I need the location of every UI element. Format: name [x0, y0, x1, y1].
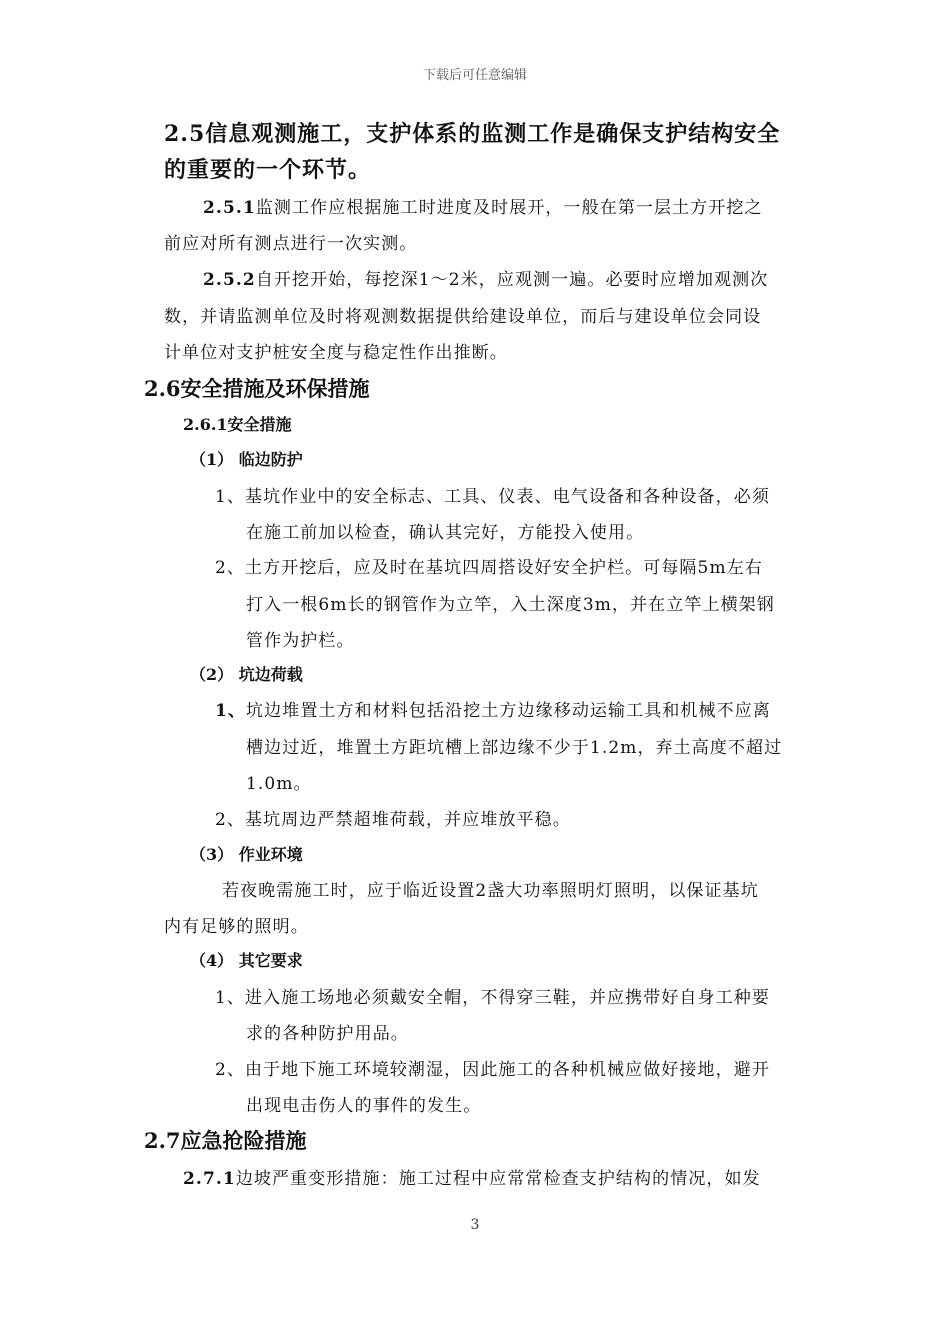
section-2-5-title-line2: 的重要的一个环节。	[164, 157, 372, 183]
item-number: 2、	[215, 1060, 246, 1080]
group-4-item-1-line1	[215, 983, 770, 1008]
group-3-line1: 若夜晚需施工时，应于临近设置2盏大功率照明灯照明，以保证基坑	[222, 881, 759, 901]
item-text: 由于地下施工环境较潮湿，因此施工的各种机械应做好接地，避开	[245, 1060, 770, 1080]
group-2-item-1-line1	[215, 696, 771, 721]
item-number: 1、	[215, 988, 246, 1008]
para-2-5-2-line2: 数，并请监测单位及时将观测数据提供给建设单位，而后与建设单位会同设	[164, 307, 762, 327]
group-1-item-2-line1	[215, 553, 763, 578]
subsection-2-6-1-title: 2.6.1安全措施	[183, 415, 292, 434]
section-2-5-title-line1: 2.5信息观测施工，支护体系的监测工作是确保支护结构安全	[164, 121, 781, 147]
page-header: 下载后可任意编辑	[422, 68, 527, 83]
para-2-5-1-number: 2.5.1	[203, 198, 256, 218]
para-2-5-2-line3: 计单位对支护桩安全度与稳定性作出推断。	[164, 343, 508, 363]
para-2-5-2-line1	[203, 265, 768, 290]
group-1-item-1-line1	[215, 482, 770, 507]
group-4-item-1-line2: 求的各种防护用品。	[246, 1024, 409, 1044]
section-2-7-title: 2.7应急抢险措施	[144, 1128, 307, 1153]
section-2-6-title: 2.6安全措施及环保措施	[144, 376, 370, 401]
item-text: 进入施工场地必须戴安全帽，不得穿三鞋，并应携带好自身工种要	[245, 988, 770, 1008]
group-2-item-1-line3: 1.0m。	[246, 774, 312, 794]
group-4-item-2-line2: 出现电击伤人的事件的发生。	[246, 1096, 482, 1116]
item-number: 2、	[215, 810, 246, 830]
group-2-label: （2） 坑边荷载	[190, 665, 303, 684]
group-1-item-1-line2: 在施工前加以检查，确认其完好，方能投入使用。	[246, 523, 645, 543]
item-text: 坑边堆置土方和材料包括沿挖土方边缘移动运输工具和机械不应离	[246, 701, 771, 721]
page-number: 3	[470, 1217, 480, 1233]
item-text: 基坑周边严禁超堆荷载，并应堆放平稳。	[245, 810, 571, 830]
group-1-item-2-line3: 管作为护栏。	[246, 631, 355, 651]
item-text: 基坑作业中的安全标志、工具、仪表、电气设备和各种设备，必须	[245, 487, 770, 507]
item-number: 1、	[215, 487, 246, 507]
group-3-line2: 内有足够的照明。	[164, 917, 309, 937]
para-2-7-1-number: 2.7.1	[183, 1169, 236, 1189]
group-2-item-1-line2: 槽边过近，堆置土方距坑槽上部边缘不少于1.2m，弃土高度不超过	[246, 738, 783, 758]
para-2-7-1-text: 边坡严重变形措施：施工过程中应常常检查支护结构的情况，如发	[235, 1169, 761, 1189]
para-2-7-1-line1	[183, 1164, 761, 1189]
item-text: 土方开挖后，应及时在基坑四周搭设好安全护栏。可每隔5m左右	[245, 558, 763, 578]
group-4-label: （4） 其它要求	[190, 951, 303, 970]
group-4-item-2-line1	[215, 1055, 770, 1080]
item-number: 1、	[215, 701, 247, 721]
para-2-5-1-line1	[203, 193, 763, 218]
group-3-label: （3） 作业环境	[190, 845, 303, 864]
group-1-item-2-line2: 打入一根6m长的钢管作为立竿，入土深度3m，并在立竿上横架钢	[246, 595, 775, 615]
para-2-5-2-number: 2.5.2	[203, 270, 256, 290]
para-2-5-1-line2: 前应对所有测点进行一次实测。	[164, 234, 418, 254]
group-1-label: （1） 临边防护	[190, 450, 303, 469]
para-2-5-1-text: 监测工作应根据施工时进度及时展开，一般在第一层土方开挖之	[255, 198, 763, 218]
item-number: 2、	[215, 558, 246, 578]
para-2-5-2-text: 自开挖开始，每挖深1～2米，应观测一遍。必要时应增加观测次	[255, 270, 769, 290]
group-2-item-2-line1	[215, 805, 571, 830]
